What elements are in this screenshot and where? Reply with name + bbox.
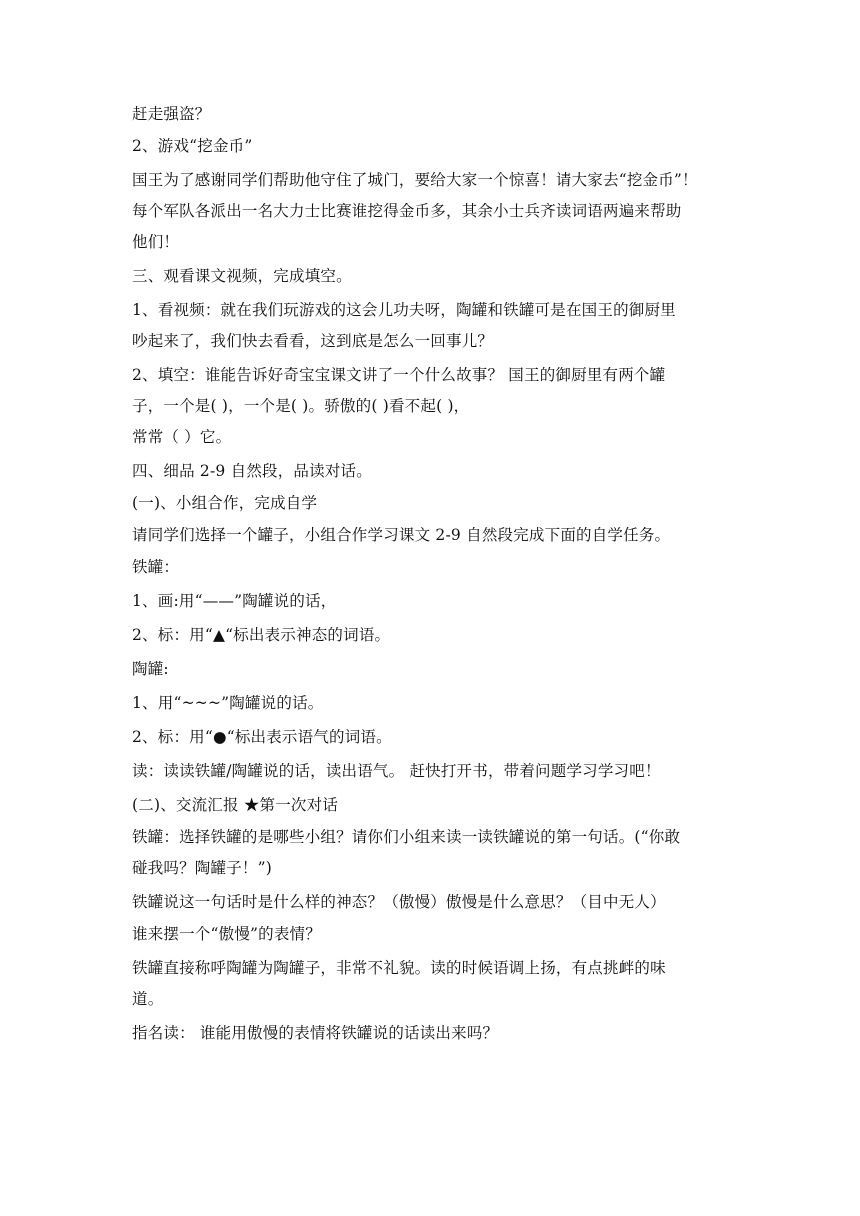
text-line: 赶走强盗？: [132, 105, 211, 123]
document-body: [132, 104, 732, 1057]
text-line: 铁罐：: [132, 558, 180, 576]
text-line: 碰我吗？陶罐子！”): [132, 859, 272, 877]
text-line: 2、标：用“▲“标出表示神态的词语。: [132, 626, 391, 644]
text-line: 1、用“~~~”陶罐说的话。: [132, 694, 324, 712]
section-heading: 2、游戏“挖金币”: [132, 137, 253, 155]
text-line: 铁罐：选择铁罐的是哪些小组？请你们小组来读一读铁罐说的第一句话。(“你敢: [132, 828, 681, 846]
subsection-heading: (二)、交流汇报 ★第一次对话: [132, 796, 339, 814]
text-line: 2、填空：谁能告诉好奇宝宝课文讲了一个什么故事？ 国王的御厨里有两个罐: [132, 366, 666, 384]
text-line: 铁罐说这一句话时是什么样的神态？（傲慢）傲慢是什么意思？（目中无人）: [132, 893, 666, 911]
text-line: 吵起来了，我们快去看看，这到底是怎么一回事儿？: [132, 332, 494, 350]
text-line: 2、标：用“●“标出表示语气的词语。: [132, 728, 392, 746]
subsection-heading: (一)、小组合作，完成自学: [132, 494, 318, 512]
text-line: 指名读： 谁能用傲慢的表情将铁罐说的话读出来吗？: [132, 1024, 499, 1042]
fill-in-blank-line: 常常（ ）它。: [132, 428, 232, 446]
text-line: 读：读读铁罐/陶罐说的话，读出语气。 赶快打开书，带着问题学习学习吧！: [132, 762, 661, 780]
fill-in-blank-line: 子，一个是( )，一个是( )。骄傲的( )看不起( )，: [132, 397, 470, 415]
text-line: 他们！: [132, 233, 180, 251]
text-line: 1、画:用“——”陶罐说的话，: [132, 592, 337, 610]
text-line: 请同学们选择一个罐子，小组合作学习课文 2-9 自然段完成下面的自学任务。: [132, 526, 671, 544]
text-line: 铁罐直接称呼陶罐为陶罐子，非常不礼貌。读的时候语调上扬，有点挑衅的味: [132, 959, 666, 977]
text-line: 国王为了感谢同学们帮助他守住了城门，要给大家一个惊喜！请大家去“挖金币”！: [132, 171, 698, 189]
text-line: 1、看视频：就在我们玩游戏的这会儿功夫呀，陶罐和铁罐可是在国王的御厨里: [132, 301, 676, 319]
section-heading: 三、观看课文视频，完成填空。: [132, 267, 352, 285]
text-line: 陶罐:: [132, 660, 169, 678]
text-line: 谁来摆一个“傲慢”的表情？: [132, 925, 321, 943]
text-line: 道。: [132, 990, 164, 1008]
section-heading: 四、细品 2-9 自然段，品读对话。: [132, 462, 372, 480]
text-line: 每个军队各派出一名大力士比赛谁挖得金币多，其余小士兵齐读词语两遍来帮助: [132, 202, 682, 220]
